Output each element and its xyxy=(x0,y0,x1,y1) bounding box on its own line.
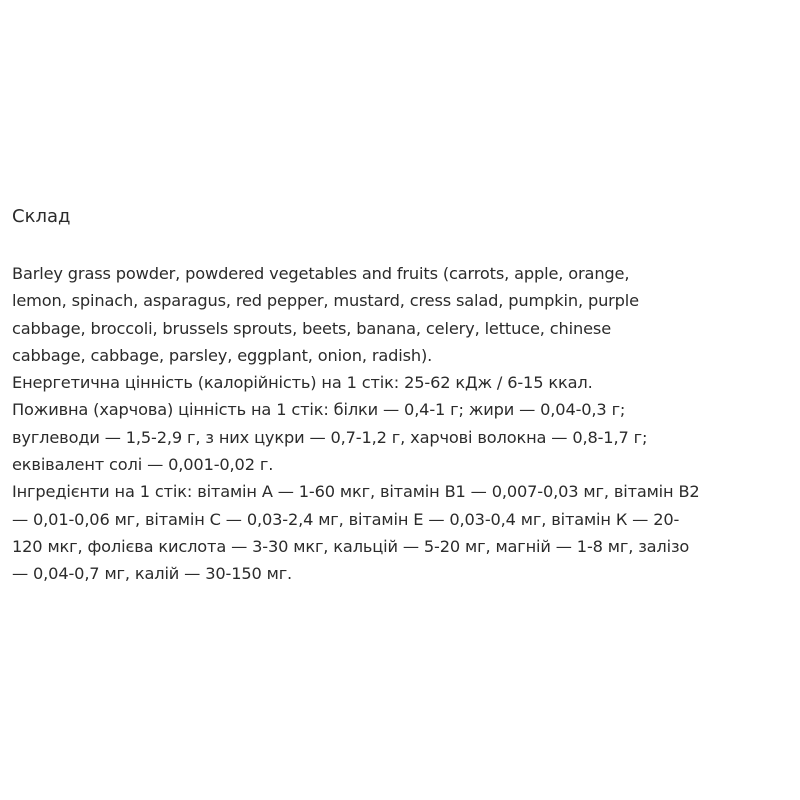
text-line: Barley grass powder, powdered vegetables and fruits (carrots, apple, orange, xyxy=(12,264,630,283)
nutrition-value-paragraph xyxy=(12,396,792,478)
text-line: вуглеводи — 1,5-2,9 г, з них цукри — 0,7-1,2 г, харчові волокна — 0,8-1,7 г; xyxy=(12,427,648,447)
vitamins-minerals-paragraph xyxy=(12,478,792,587)
composition-text xyxy=(12,260,792,588)
text-line: Енергетична цінність (калорійність) на 1 стік: 25-62 кДж / 6-15 ккал. xyxy=(12,373,593,393)
text-line: — 0,01-0,06 мг, вітамін С — 0,03-2,4 мг, вітамін Е — 0,03-0,4 мг, вітамін К — 20- xyxy=(12,509,680,529)
ingredients-paragraph xyxy=(12,260,792,369)
section-title: Склад xyxy=(12,206,71,227)
text-line: Інгредієнти на 1 стік: вітамін А — 1-60 мкг, вітамін В1 — 0,007-0,03 мг, вітамін В2 xyxy=(12,482,700,502)
text-line: lemon, spinach, asparagus, red pepper, mustard, cress salad, pumpkin, purple xyxy=(12,291,639,311)
text-line: еквівалент солі — 0,001-0,02 г. xyxy=(12,455,274,475)
energy-value-paragraph xyxy=(12,369,792,396)
text-line: Поживна (харчова) цінність на 1 стік: білки — 0,4-1 г; жири — 0,04-0,3 г; xyxy=(12,400,626,420)
text-line: 120 мкг, фолієва кислота — 3-30 мкг, кальцій — 5-20 мг, магній — 1-8 мг, залізо xyxy=(12,536,690,556)
text-line: — 0,04-0,7 мг, калій — 30-150 мг. xyxy=(12,564,293,584)
text-line: cabbage, cabbage, parsley, eggplant, onion, radish). xyxy=(12,345,433,365)
text-line: cabbage, broccoli, brussels sprouts, beets, banana, celery, lettuce, chinese xyxy=(12,318,611,338)
